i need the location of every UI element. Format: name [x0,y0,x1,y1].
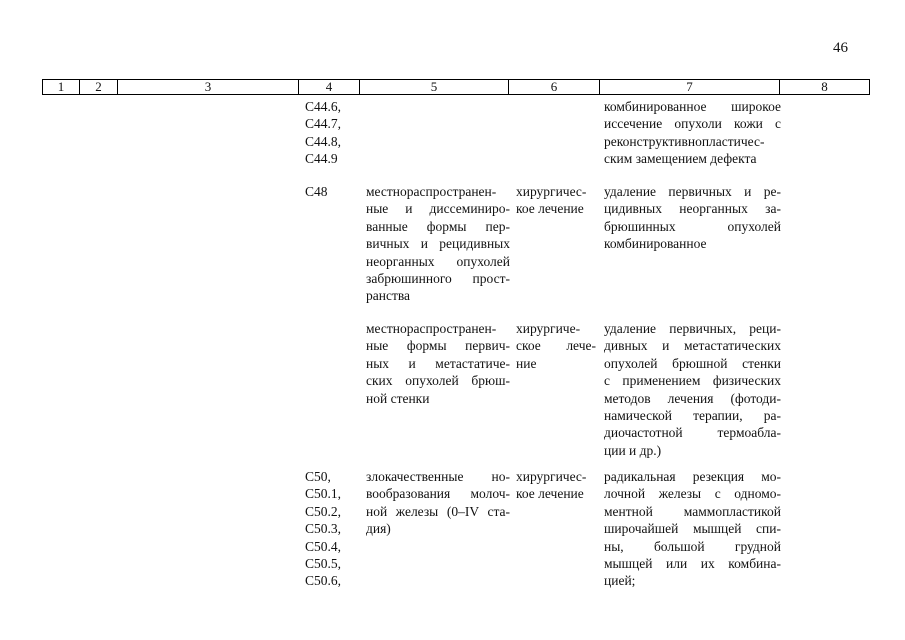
row-3-method [604,468,781,590]
header-cell-3: 3 [118,80,299,94]
row-3-treatment [516,468,596,503]
header-cell-7: 7 [600,80,780,94]
code-line: C44.9 [305,151,338,167]
text-line: намической терапии, ра- [604,408,781,424]
text-line: иссечение опухоли кожи с [604,116,781,132]
text-line: ные формы первич- [366,338,510,354]
row-1-codes [305,183,357,200]
text-line: хирургичес- [516,469,587,484]
text-line: хирургиче- [516,321,581,336]
text-line: ные и диссеминиро- [366,201,510,217]
text-line: мышцей или их комбина- [604,556,781,572]
row-2-treatment [516,320,596,372]
text-line: ским замещением дефекта [604,151,757,167]
text-line: комбинированное [604,236,707,252]
text-line: ское лече- [516,338,596,354]
code-line: C50.1, [305,486,342,502]
text-line: ны, большой грудной [604,538,781,554]
text-line: лочной железы с одномо- [604,486,781,502]
text-line: методов лечения (фотоди- [604,390,781,406]
page-number: 46 [833,40,848,56]
text-line: цией; [604,573,636,589]
text-line: ранства [366,288,411,304]
text-line: цидивных неорганных за- [604,201,781,217]
code-line: C50.4, [305,538,342,554]
text-line: комбинированное широкое [604,99,781,114]
text-line: ной стенки [366,390,430,406]
text-line: удаление первичных и ре- [604,184,781,199]
text-line: реконструктивнопластичес- [604,133,765,149]
text-line: кое лечение [516,486,584,502]
row-3-diagnosis [366,468,510,538]
code-line: C48 [305,184,328,199]
row-0-codes [305,98,357,168]
text-line: ментной маммопластикой [604,503,781,519]
text-line: дия) [366,521,391,537]
text-line: ции и др.) [604,442,662,458]
text-line: ских опухолей брюш- [366,373,510,389]
text-line: хирургичес- [516,184,587,199]
text-line: брюшинных опухолей [604,218,781,234]
row-1-treatment [516,183,596,218]
text-line: опухолей брюшной стенки [604,355,781,371]
text-line: удаление первичных, реци- [604,321,781,336]
text-line: вообразования молоч- [366,486,510,502]
text-line: местнораспространен- [366,184,497,199]
text-line: злокачественные но- [366,469,510,484]
text-line: вичных и рецидивных [366,236,510,252]
text-line: радикальная резекция мо- [604,469,781,484]
text-line: неорганных опухолей [366,253,510,269]
code-line: C50, [305,469,331,484]
header-cell-6: 6 [509,80,600,94]
header-cell-5: 5 [360,80,509,94]
header-cell-1: 1 [43,80,80,94]
text-line: ние [516,355,537,371]
row-1-method [604,183,781,253]
code-line: C50.5, [305,556,342,572]
text-line: забрюшинного прост- [366,271,510,287]
row-0-method [604,98,781,168]
code-line: C50.3, [305,521,342,537]
text-line: диочастотной термоабла- [604,425,781,441]
row-2-diagnosis [366,320,510,407]
code-line: C50.2, [305,503,342,519]
row-3-codes [305,468,357,590]
row-2-method [604,320,781,459]
text-line: с применением физических [604,373,781,389]
text-line: местнораспространен- [366,321,497,336]
code-line: C44.6, [305,99,342,114]
header-cell-8: 8 [821,79,828,94]
code-line: C44.7, [305,116,342,132]
table-header-row [42,79,870,95]
text-line: ной железы (0–IV ста- [366,503,510,519]
text-line: кое лечение [516,201,584,217]
header-cell-2: 2 [80,80,118,94]
row-1-diagnosis [366,183,510,305]
text-line: ванные формы пер- [366,218,510,234]
header-cell-4: 4 [299,80,360,94]
text-line: ных и метастатиче- [366,355,510,371]
code-line: C50.6, [305,573,342,589]
text-line: дивных и метастатических [604,338,781,354]
code-line: C44.8, [305,133,342,149]
text-line: широчайшей мышцей спи- [604,521,781,537]
